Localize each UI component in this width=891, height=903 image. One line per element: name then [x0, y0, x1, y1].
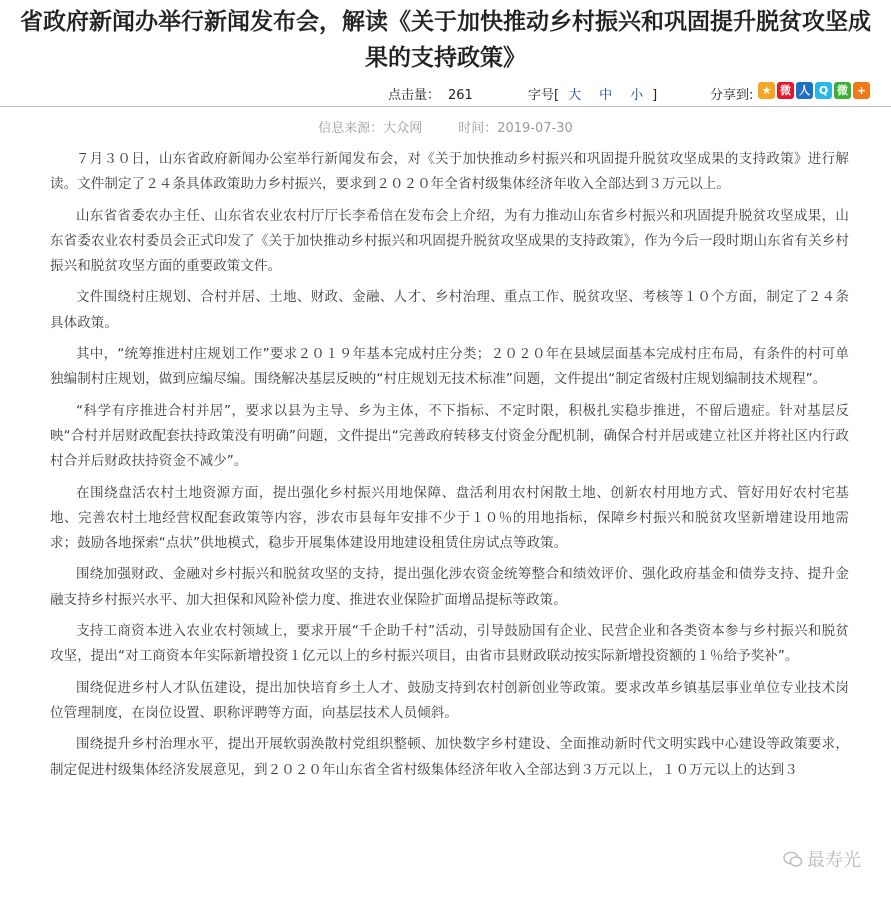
share-icon-group: [758, 82, 870, 99]
view-count: [388, 84, 473, 103]
qzone-icon[interactable]: ★: [758, 82, 775, 99]
article-paragraph: 支持工商资本进入农业农村领域上，要求开展“千企助千村”活动，引导鼓励国有企业、民营企业和各类资本参与乡村振兴和脱贫攻坚，提出“对工商资本年实际新增投资１亿元以上的乡村振兴项目，由省市县财政联动按实际新增投资额的１％给予奖补”。: [50, 623, 849, 665]
font-size-medium-link[interactable]: 中: [599, 88, 613, 103]
watermark-text: 最寿光: [807, 850, 861, 871]
more-icon[interactable]: +: [853, 82, 870, 99]
article-paragraph: 山东省省委农办主任、山东省农业农村厅厅长李希信在发布会上介绍，为有力推动山东省乡村振兴和巩固提升脱贫攻坚成果，山东省委农业农村委员会正式印发了《关于加快推动乡村振兴和巩固提升脱贫攻坚成果的支持政策》，作为今后一段时期山东省有关乡村振兴和脱贫攻坚方面的重要政策文件。: [50, 207, 849, 275]
qq-icon[interactable]: Q: [815, 82, 832, 99]
font-size-label: 字号[: [528, 88, 560, 103]
source-label: 信息来源：: [318, 121, 384, 136]
watermark: [779, 846, 865, 872]
article-paragraph: “科学有序推进合村并居”，要求以县为主导、乡为主体，不下指标、不定时限，积极扎实稳步推进，不留后遗症。针对基层反映“合村并居财政配套扶持政策没有明确”问题，文件提出“完善政府转移支付资金分配机制，确保合村并居或建立社区并将社区内行政村合并后财政扶持资金不减少”。: [50, 402, 849, 470]
time-label: 时间：: [458, 121, 498, 136]
article-paragraph: ７月３０日，山东省政府新闻办公室举行新闻发布会，对《关于加快推动乡村振兴和巩固提升脱贫攻坚成果的支持政策》进行解读。文件制定了２４条具体政策助力乡村振兴，要求到２０２０年全省村级集体经济年收入全部达到３万元以上。: [50, 151, 849, 193]
article-source-line: [0, 117, 891, 137]
view-count-value: 261: [448, 88, 473, 103]
source-value: 大众网: [383, 121, 423, 136]
article-meta-bar: [0, 80, 891, 107]
article-paragraph: 在围绕盘活农村土地资源方面，提出强化乡村振兴用地保障、盘活利用农村闲散土地、创新农村用地方式、管好用好农村宅基地、完善农村土地经营权配套政策等内容，涉农市县每年安排不少于１０％的用地指标，保障乡村振兴和脱贫攻坚新增建设用地需求；鼓励各地探索“点状”供地模式，稳步开展集体建设用地建设租赁住房试点等政策。: [50, 484, 849, 552]
renren-icon[interactable]: 人: [796, 82, 813, 99]
article-paragraph: 文件围绕村庄规划、合村并居、土地、财政、金融、人才、乡村治理、重点工作、脱贫攻坚、考核等１０个方面，制定了２４条具体政策。: [50, 289, 849, 331]
article-paragraph: 其中，“统筹推进村庄规划工作”要求２０１９年基本完成村庄分类；２０２０年在县域层面基本完成村庄布局，有条件的村可单独编制村庄规划，做到应编尽编。围绕解决基层反映的“村庄规划无技术标准”问题，文件提出“制定省级村庄规划编制技术规程”。: [50, 346, 849, 388]
font-size-switcher: [528, 84, 657, 103]
article-title: 省政府新闻办举行新闻发布会，解读《关于加快推动乡村振兴和巩固提升脱贫攻坚成果的支持政策》: [20, 9, 871, 71]
article-body: [0, 137, 891, 783]
wechat-icon[interactable]: 微: [834, 82, 851, 99]
share-label: 分享到:: [710, 88, 754, 103]
article-paragraph: 围绕加强财政、金融对乡村振兴和脱贫攻坚的支持，提出强化涉农资金统筹整合和绩效评价、强化政府基金和债券支持、提升金融支持乡村振兴水平、加大担保和风险补偿力度、推进农业保险扩面增品提标等政策。: [50, 566, 849, 608]
wechat-icon: [783, 851, 803, 868]
font-size-small-link[interactable]: 小: [630, 88, 644, 103]
article-paragraph: 围绕促进乡村人才队伍建设，提出加快培育乡土人才、鼓励支持到农村创新创业等政策。要求改革乡镇基层事业单位专业技术岗位管理制度，在岗位设置、职称评聘等方面，向基层技术人员倾斜。: [50, 679, 849, 721]
view-count-label: 点击量：: [388, 88, 441, 103]
font-size-large-link[interactable]: 大: [568, 88, 582, 103]
font-size-close-bracket: ]: [652, 88, 658, 103]
time-value: 2019-07-30: [497, 121, 573, 136]
weibo-icon[interactable]: 微: [777, 82, 794, 99]
article-paragraph: 围绕提升乡村治理水平，提出开展软弱涣散村党组织整顿、加快数字乡村建设、全面推动新时代文明实践中心建设等政策要求，制定促进村级集体经济发展意见，到２０２０年山东省全省村级集体经济年收入全部达到３万元以上，１０万元以上的达到３: [50, 736, 849, 778]
